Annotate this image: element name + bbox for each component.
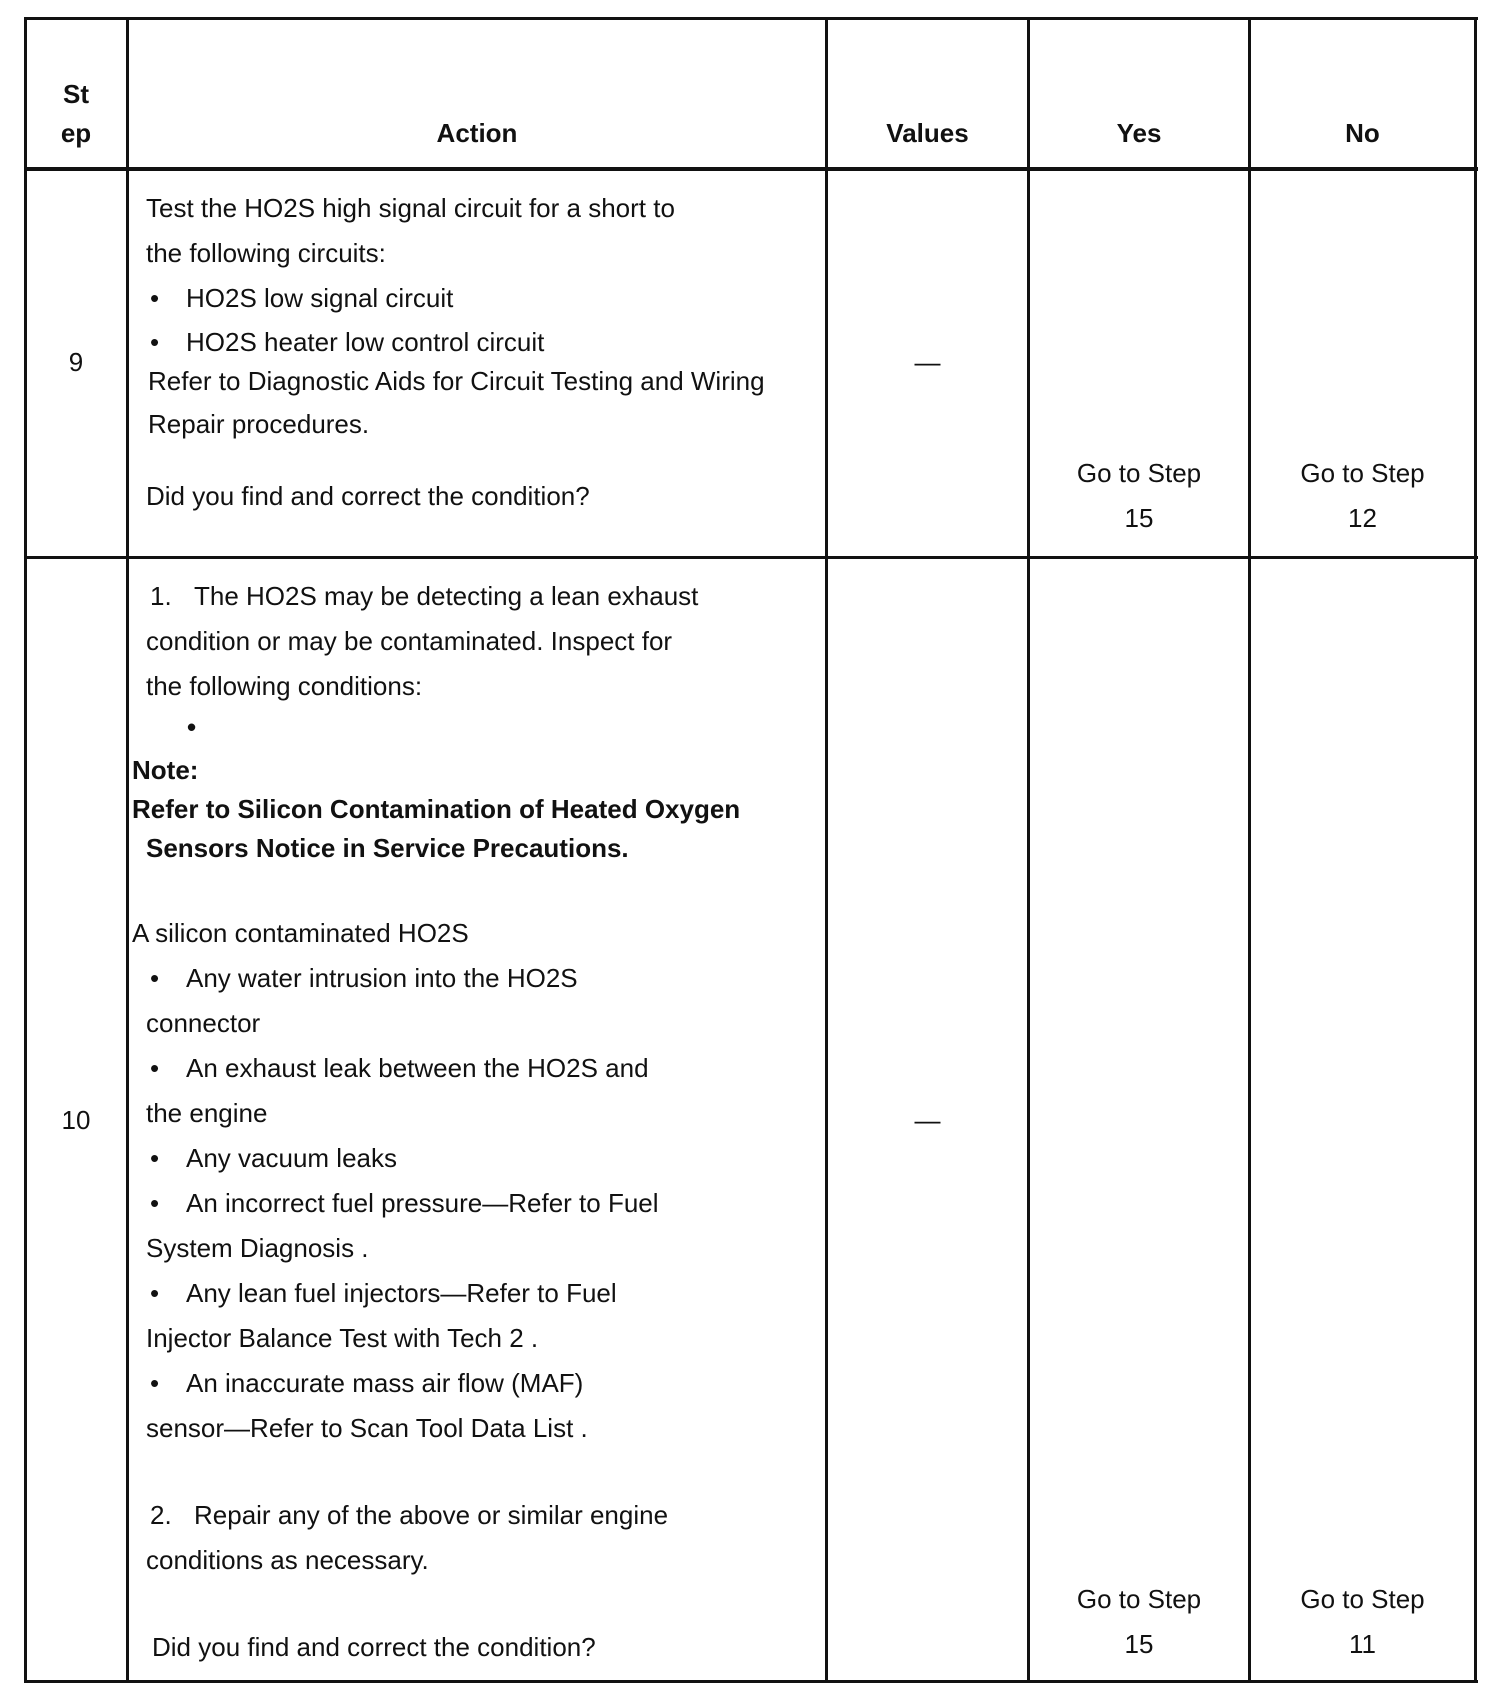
table-border-left xyxy=(24,17,27,1683)
action-text: sensor—Refer to Scan Tool Data List . xyxy=(146,1413,588,1443)
header-step-line2: ep xyxy=(60,118,92,148)
action-bullet: An exhaust leak between the HO2S and xyxy=(186,1053,649,1083)
action-bullet: Any vacuum leaks xyxy=(186,1143,397,1173)
action-text: condition or may be contaminated. Inspect for xyxy=(146,626,673,656)
action-bullet: Any water intrusion into the HO2S xyxy=(186,963,578,993)
action-text: the engine xyxy=(146,1098,268,1128)
action-text: Repair any of the above or similar engine xyxy=(194,1500,669,1530)
header-no: No xyxy=(1345,118,1380,148)
action-text: Injector Balance Test with Tech 2 . xyxy=(146,1323,539,1353)
bullet-icon: • xyxy=(150,1368,160,1398)
header-action: Action xyxy=(436,118,518,148)
action-bullet: An incorrect fuel pressure—Refer to Fuel xyxy=(186,1188,659,1218)
table-border-right xyxy=(1474,17,1477,1683)
action-text: Test the HO2S high signal circuit for a short to xyxy=(146,193,675,223)
table-border-bottom xyxy=(24,1680,1478,1683)
yes-step-number: 15 xyxy=(1124,1629,1154,1659)
no-step-number: 11 xyxy=(1349,1629,1376,1659)
step-number: 9 xyxy=(68,347,84,377)
step-number: 10 xyxy=(61,1105,91,1135)
bullet-icon: • xyxy=(150,1278,160,1308)
note-label: Note: xyxy=(132,755,199,785)
action-text: The HO2S may be detecting a lean exhaust xyxy=(194,581,699,611)
yes-goto: Go to Step xyxy=(1076,1584,1202,1614)
action-text: conditions as necessary. xyxy=(146,1545,429,1575)
col-divider-yes xyxy=(1248,17,1251,1683)
header-yes: Yes xyxy=(1116,118,1162,148)
no-goto: Go to Step xyxy=(1300,458,1425,488)
list-number: 1. xyxy=(150,581,172,611)
bullet-icon: • xyxy=(150,327,160,357)
col-divider-action xyxy=(825,17,828,1683)
action-text: Repair procedures. xyxy=(148,409,370,439)
action-question: Did you find and correct the condition? xyxy=(152,1632,596,1662)
yes-goto: Go to Step xyxy=(1076,458,1202,488)
header-step-line1: St xyxy=(63,79,89,109)
bullet-icon: • xyxy=(187,712,197,742)
action-text: connector xyxy=(146,1008,261,1038)
action-text: A silicon contaminated HO2S xyxy=(132,918,469,948)
col-divider-step xyxy=(126,17,129,1683)
bullet-icon: • xyxy=(150,1053,160,1083)
table-border-top xyxy=(24,17,1478,20)
action-bullet: Any lean fuel injectors—Refer to Fuel xyxy=(186,1278,617,1308)
bullet-icon: • xyxy=(150,1143,160,1173)
action-text: Refer to Diagnostic Aids for Circuit Testing and Wiring xyxy=(148,366,765,396)
no-goto: Go to Step xyxy=(1300,1584,1425,1614)
no-step-number: 12 xyxy=(1348,503,1377,533)
action-bullet: An inaccurate mass air flow (MAF) xyxy=(186,1368,584,1398)
action-bullet: HO2S low signal circuit xyxy=(186,283,454,313)
yes-step-number: 15 xyxy=(1124,503,1154,533)
action-text: the following conditions: xyxy=(146,671,423,701)
value-dash: — xyxy=(914,1105,941,1135)
col-divider-values xyxy=(1027,17,1030,1683)
bullet-icon: • xyxy=(150,1188,160,1218)
note-text: Refer to Silicon Contamination of Heated Oxygen xyxy=(132,794,741,824)
bullet-icon: • xyxy=(150,963,160,993)
value-dash: — xyxy=(914,347,941,377)
list-number: 2. xyxy=(150,1500,172,1530)
note-text: Sensors Notice in Service Precautions. xyxy=(146,833,629,863)
row-divider xyxy=(24,556,1478,559)
header-divider xyxy=(24,167,1478,171)
bullet-icon: • xyxy=(150,283,160,313)
action-bullet: HO2S heater low control circuit xyxy=(186,327,545,357)
header-values: Values xyxy=(886,118,969,148)
action-text: the following circuits: xyxy=(146,238,386,268)
action-question: Did you find and correct the condition? xyxy=(146,481,590,511)
action-text: System Diagnosis . xyxy=(146,1233,369,1263)
